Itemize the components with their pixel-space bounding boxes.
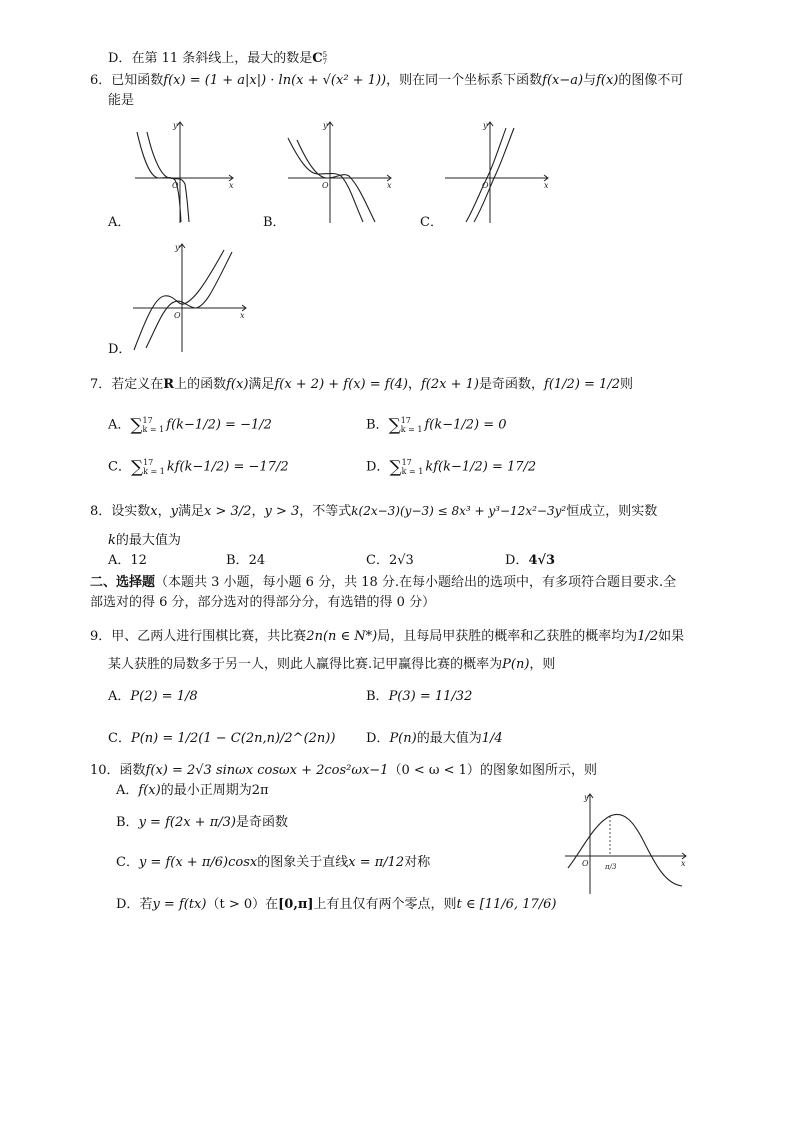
q7-option-d [366, 458, 536, 477]
origin-label: O [582, 859, 589, 868]
sum-top: 17 [400, 416, 411, 425]
math-expr: f(k−1/2) = −1/2 [166, 417, 272, 433]
q7-option-b [366, 416, 507, 435]
sum-top: 17 [143, 458, 154, 467]
q7-option-c [108, 458, 289, 477]
option-label: D． [366, 459, 390, 475]
sigma-icon: ∑ [130, 457, 144, 478]
q8-option-a [108, 552, 147, 570]
math-expr: P(n) = 1/2(1 − C(2n,n)/2^(2n)) [130, 731, 336, 746]
q9-option-b [366, 688, 472, 706]
q9-option-c [108, 730, 335, 748]
curve-2 [474, 128, 514, 222]
math-expr: R [163, 377, 175, 392]
x-label: x [387, 181, 392, 190]
math-expr: x = π/12 [348, 855, 405, 870]
stem-text: 上的函数 [174, 377, 227, 392]
q6-graph-d [128, 240, 253, 355]
option-text: 在第 11 条斜线上，最大的数是 [131, 51, 313, 66]
stem-text: ， [157, 504, 171, 519]
option-text: 在 [265, 897, 279, 912]
stem-text: 甲、乙两人进行围棋比赛，共比赛 [111, 629, 307, 644]
q6-stem [90, 72, 683, 90]
math-expr: f(k−1/2) = 0 [424, 417, 507, 433]
sum-top: 17 [401, 458, 412, 467]
question-number: 10． [90, 763, 120, 778]
math-expr: k [108, 533, 116, 548]
question-number: 6． [90, 73, 112, 88]
stem-text: 的图像不可 [618, 73, 684, 88]
curve-1 [466, 128, 506, 222]
q6-option-c: C． [420, 215, 443, 230]
option-text: 4√3 [528, 553, 556, 568]
question-number: 8． [90, 504, 112, 519]
math-expr: f(x) = (1 + a|x|) · ln(x + √(x² + 1)) [163, 73, 387, 88]
section-title: 二、选择题 [90, 575, 156, 590]
option-text: 12 [130, 553, 147, 568]
math-expr: kf(k−1/2) = 17/2 [425, 459, 537, 475]
stem-text: ，则在同一个坐标系下函数 [386, 73, 543, 88]
tick-label: π/3 [605, 863, 617, 871]
sigma-icon: ∑ [130, 415, 143, 436]
option-label: D． [108, 51, 132, 66]
q10-option-a [116, 782, 269, 800]
option-text: 上有且仅有两个零点，则 [313, 897, 457, 912]
q8-option-b [226, 552, 265, 570]
stem-text: 则 [619, 377, 633, 392]
sine-curve [568, 814, 682, 886]
x-label: x [229, 181, 234, 190]
sigma-icon: ∑ [388, 415, 401, 436]
option-text: 2√3 [388, 553, 414, 568]
q8-stem-line2 [108, 532, 181, 550]
q6-option-d: D． [108, 342, 132, 357]
stem-text: 若定义在 [111, 377, 164, 392]
math-expr: x > 3/2 [204, 504, 252, 519]
q10-option-c [116, 854, 430, 872]
q9-option-a [108, 688, 198, 706]
q10-stem [90, 762, 597, 780]
stem-text: 已知函数 [111, 73, 164, 88]
stem-text: 是奇函数， [479, 377, 545, 392]
option-label: D． [366, 731, 390, 746]
math-expr: f(x) [226, 377, 249, 392]
stem-text: ，不等式 [299, 504, 352, 519]
sum-bottom: k = 1 [143, 467, 165, 476]
option-label: C． [108, 459, 131, 475]
stem-text: 恒成立，则实数 [566, 504, 658, 519]
q10-option-d [116, 896, 556, 914]
option-label: B． [226, 553, 249, 568]
math-expr: t ∈ [11/6, 17/6) [456, 897, 557, 912]
origin-label: O [174, 311, 181, 320]
option-label: A． [108, 689, 131, 704]
section-desc: （本题共 3 小题，每小题 6 分，共 18 分.在每小题给出的选项中，有多项符合题目要求.全 [155, 575, 677, 590]
x-label: x [681, 859, 686, 868]
y-label: y [173, 121, 178, 130]
stem-text: 与 [583, 73, 597, 88]
q6-option-b: B． [263, 215, 286, 230]
q6-option-a: A． [108, 215, 131, 230]
sum-bottom: k = 1 [400, 425, 423, 434]
math-expr: f(2x + 1) [421, 377, 479, 392]
math-expr: P(3) = 11/32 [388, 689, 473, 704]
math-expr: kf(k−1/2) = −17/2 [166, 459, 289, 475]
curve-2 [146, 252, 232, 348]
stem-text: 函数 [119, 763, 146, 778]
option-label: A． [116, 783, 139, 798]
option-label: C． [366, 553, 389, 568]
math-expr: C [312, 51, 323, 66]
q10-option-b [116, 814, 288, 832]
option-text: 对称 [404, 855, 431, 870]
option-text: 的最小正周期为 [160, 783, 252, 798]
q5-option-d [108, 50, 327, 68]
q6-graph-c [440, 118, 555, 228]
curve-1 [134, 250, 224, 350]
origin-label: O [322, 181, 329, 190]
option-label: A． [108, 417, 131, 433]
option-text: 的图象关于直线 [257, 855, 349, 870]
math-expr: （t > 0） [206, 897, 266, 912]
q6-graph-b [283, 118, 398, 228]
option-text: 的最大值为 [416, 731, 482, 746]
q9-stem [90, 628, 684, 646]
option-label: D． [505, 553, 529, 568]
math-expr: k(2x−3)(y−3) ≤ 8x³ + y³−12x²−3y² [351, 504, 567, 518]
y-label: y [323, 121, 328, 130]
math-expr: 1/2 [637, 629, 659, 644]
math-expr: f(x) [138, 783, 161, 798]
math-expr: y = f(2x + π/3) [138, 815, 236, 830]
math-expr: P(n) [502, 657, 530, 672]
option-label: B． [116, 815, 139, 830]
stem-text: 的图象如图所示，则 [479, 763, 597, 778]
question-number: 9． [90, 629, 112, 644]
q9-stem-line2 [108, 656, 555, 674]
q8-option-d [505, 552, 555, 570]
stem-text: 某人获胜的局数多于另一人，则此人赢得比赛.记甲赢得比赛的概率为 [108, 657, 503, 672]
q8-option-c [366, 552, 414, 570]
q7-option-a [108, 416, 272, 435]
question-number: 7． [90, 377, 112, 392]
math-expr: f(x) = 2√3 sinωx cosωx + 2cos²ωx−1 [145, 763, 389, 778]
stem-text: ， [407, 377, 421, 392]
option-text: 24 [248, 553, 266, 568]
math-expr: f(x + 2) + f(x) = f(4) [274, 377, 408, 392]
sigma-icon: ∑ [389, 457, 402, 478]
curve-2 [297, 140, 375, 222]
math-sup: 5 [322, 50, 328, 59]
option-label: C． [108, 731, 131, 746]
section2-line2: 部选对的得 6 分，部分选对的得部分分，有选错的得 0 分） [90, 595, 436, 610]
origin-label: O [482, 181, 489, 190]
stem-text: ，则 [529, 657, 556, 672]
curve-1 [137, 132, 181, 222]
option-text: 是奇函数 [235, 815, 288, 830]
q6-stem-line2: 能是 [108, 93, 135, 108]
stem-text: 设实数 [111, 504, 151, 519]
q9-option-d [366, 730, 503, 748]
sum-top: 17 [142, 416, 153, 425]
math-expr: x [150, 504, 158, 519]
option-label: D． [116, 897, 140, 912]
q10-sine-graph [560, 790, 695, 895]
sum-bottom: k = 1 [142, 425, 165, 434]
origin-label: O [172, 181, 179, 190]
math-expr: y = f(tx) [152, 897, 207, 912]
q6-graph-a [125, 118, 240, 228]
x-label: x [240, 311, 245, 320]
q8-stem: 8．设实数x，y满足x > 3/2，y > 3，不等式k(2x−3)(y−3) ≤ 8x³ + y³−12x²−3y²恒成立，则实数 [90, 504, 658, 519]
stem-text: 的最大值为 [115, 533, 181, 548]
q7-stem [90, 376, 633, 394]
option-label: A． [108, 553, 131, 568]
stem-text: 满足 [248, 377, 275, 392]
math-expr: 1/4 [481, 731, 503, 746]
math-expr: P(2) = 1/8 [130, 689, 198, 704]
math-expr: 2π [251, 783, 269, 798]
math-expr: 2n(n ∈ N*) [306, 629, 378, 644]
math-expr: y > 3 [264, 504, 300, 519]
stem-text: 局，且每局甲获胜的概率和乙获胜的概率均为 [377, 629, 638, 644]
math-sub: 7 [322, 57, 328, 66]
math-expr: f(1/2) = 1/2 [544, 377, 620, 392]
option-label: B． [366, 689, 389, 704]
sum-bottom: k = 1 [401, 467, 424, 476]
math-expr: y = f(x + π/6)cosx [138, 855, 258, 870]
stem-text: 如果 [658, 629, 685, 644]
x-label: x [544, 181, 549, 190]
option-label: B． [366, 417, 389, 433]
math-expr: （0 < ω < 1） [388, 763, 480, 778]
section2-line1 [90, 574, 676, 592]
option-text: 若 [139, 897, 153, 912]
math-expr: [0,π] [278, 897, 314, 912]
math-expr: y [170, 504, 179, 519]
option-label: C． [116, 855, 139, 870]
math-expr: f(x) [596, 73, 619, 88]
math-expr: P(n) [389, 731, 417, 746]
y-label: y [584, 793, 589, 802]
math-expr: f(x−a) [542, 73, 584, 88]
y-label: y [175, 243, 180, 252]
stem-text: 满足 [178, 504, 205, 519]
y-label: y [483, 121, 488, 130]
